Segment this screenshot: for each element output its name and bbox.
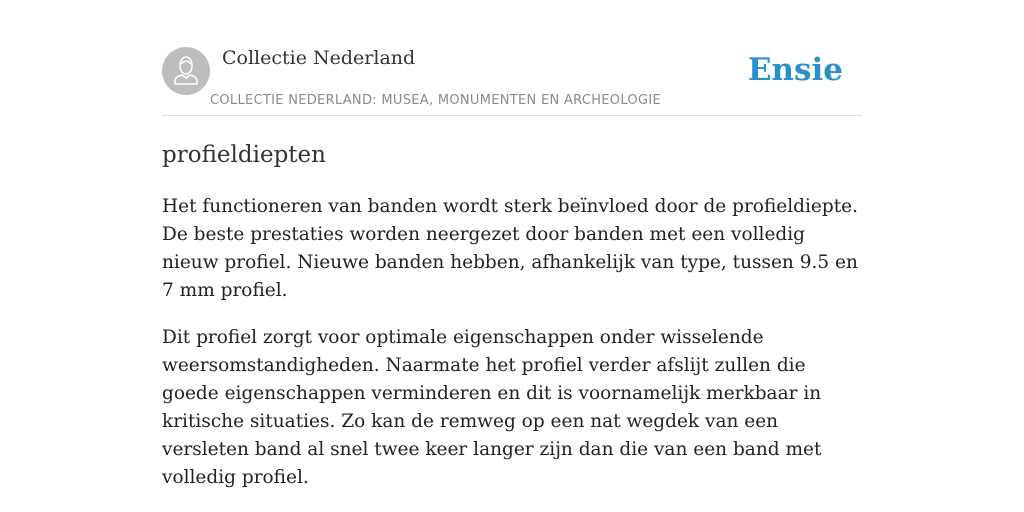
entry-paragraph: Dit profiel zorgt voor optimale eigenschappen onder wisselende weersomstandigheden. Naarmate het profiel verder afslijt zullen die goede eigenschappen verminderen en dit is voornamelijk merkbaar in kritische situaties. Zo kan de remweg op een nat wegdek van een versleten band al snel twee keer langer zijn dan die van een band met volledig profiel. (162, 327, 822, 488)
source-name[interactable]: Collectie Nederland (222, 47, 416, 69)
source-avatar[interactable] (162, 47, 210, 95)
entry-term: profieldiepten (162, 142, 326, 168)
brand-logo[interactable]: Ensie (747, 52, 843, 88)
source-header (162, 46, 862, 116)
entry-paragraph: Het functioneren van banden wordt sterk beïnvloed door de profieldiepte. De beste prestaties worden neergezet door banden met een volledig nieuw profiel. Nieuwe banden hebben, afhankelijk van type, tussen 9.5 en 7 mm profiel. (162, 196, 858, 301)
source-subtitle[interactable]: COLLECTIE NEDERLAND: MUSEA, MONUMENTEN EN ARCHEOLOGIE (210, 93, 661, 108)
user-silhouette-icon (162, 47, 210, 95)
entry-body (162, 193, 862, 511)
